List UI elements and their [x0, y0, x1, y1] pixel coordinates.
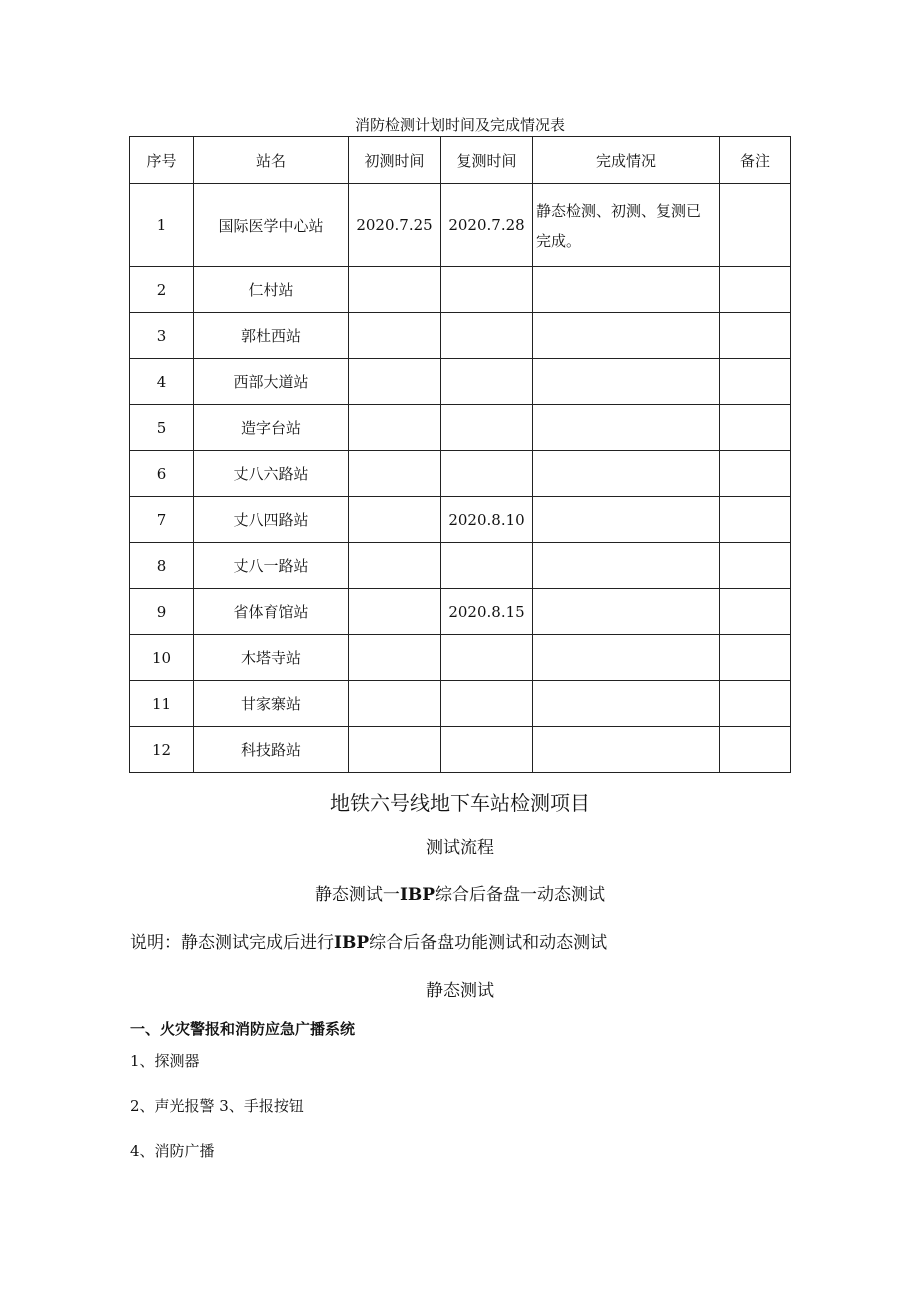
cell-status — [533, 451, 720, 497]
cell-status: 静态检测、初测、复测已完成。 — [533, 184, 720, 267]
cell-station: 丈八六路站 — [194, 451, 349, 497]
test-process-heading: 测试流程 — [426, 838, 494, 858]
cell-station: 郭杜西站 — [194, 313, 349, 359]
cell-retest: 2020.8.10 — [441, 497, 533, 543]
cell-index: 3 — [130, 313, 194, 359]
cell-remarks — [720, 359, 791, 405]
cell-remarks — [720, 405, 791, 451]
table-row — [130, 359, 791, 405]
document-heading: 地铁六号线地下车站检测项目 — [330, 791, 590, 815]
flow-suffix: 综合后备盘一动态测试 — [435, 885, 606, 905]
list-item: 1、探测器 — [130, 1052, 200, 1070]
table-row — [130, 313, 791, 359]
cell-status — [533, 727, 720, 773]
cell-index: 5 — [130, 405, 194, 451]
cell-remarks — [720, 267, 791, 313]
list-item: 4、消防广播 — [130, 1142, 215, 1160]
cell-remarks — [720, 589, 791, 635]
cell-index: 4 — [130, 359, 194, 405]
cell-index: 1 — [130, 184, 194, 267]
cell-retest — [441, 543, 533, 589]
cell-initial-test — [349, 451, 441, 497]
cell-index: 11 — [130, 681, 194, 727]
cell-initial-test — [349, 313, 441, 359]
note-prefix: 说明：静态测试完成后进行 — [130, 933, 334, 953]
cell-station: 甘家寨站 — [194, 681, 349, 727]
note-ibp-label: IBP — [334, 933, 370, 953]
cell-station: 造字台站 — [194, 405, 349, 451]
cell-initial-test — [349, 635, 441, 681]
static-test-heading: 静态测试 — [426, 981, 494, 1001]
cell-remarks — [720, 184, 791, 267]
cell-status — [533, 589, 720, 635]
table-row — [130, 543, 791, 589]
cell-retest — [441, 451, 533, 497]
cell-initial-test — [349, 681, 441, 727]
cell-initial-test — [349, 589, 441, 635]
cell-remarks — [720, 451, 791, 497]
table-row — [130, 727, 791, 773]
header-remarks: 备注 — [720, 137, 791, 184]
cell-retest — [441, 359, 533, 405]
table-header-row — [130, 137, 791, 184]
header-initial-test: 初测时间 — [349, 137, 441, 184]
header-status: 完成情况 — [533, 137, 720, 184]
inspection-schedule-table — [129, 136, 791, 773]
cell-index: 2 — [130, 267, 194, 313]
cell-status — [533, 405, 720, 451]
cell-initial-test — [349, 405, 441, 451]
cell-status — [533, 543, 720, 589]
cell-initial-test — [349, 543, 441, 589]
table-row — [130, 589, 791, 635]
cell-retest — [441, 267, 533, 313]
cell-remarks — [720, 635, 791, 681]
table-row — [130, 267, 791, 313]
table-row — [130, 497, 791, 543]
cell-retest — [441, 727, 533, 773]
cell-index: 12 — [130, 727, 194, 773]
list-item: 2、声光报警 3、手报按钮 — [130, 1097, 304, 1115]
cell-remarks — [720, 681, 791, 727]
note-suffix: 综合后备盘功能测试和动态测试 — [369, 933, 608, 953]
cell-index: 7 — [130, 497, 194, 543]
cell-retest — [441, 405, 533, 451]
cell-station: 科技路站 — [194, 727, 349, 773]
cell-retest: 2020.8.15 — [441, 589, 533, 635]
cell-status — [533, 635, 720, 681]
header-station: 站名 — [194, 137, 349, 184]
cell-station: 西部大道站 — [194, 359, 349, 405]
cell-index: 6 — [130, 451, 194, 497]
cell-status — [533, 497, 720, 543]
cell-station: 木塔寺站 — [194, 635, 349, 681]
cell-station: 丈八一路站 — [194, 543, 349, 589]
header-retest: 复测时间 — [441, 137, 533, 184]
explanation-note — [130, 928, 607, 953]
cell-station: 仁村站 — [194, 267, 349, 313]
section-title: 一、火灾警报和消防应急广播系统 — [130, 1020, 356, 1038]
flow-ibp-label: IBP — [399, 885, 436, 905]
table-caption: 消防检测计划时间及完成情况表 — [354, 116, 565, 134]
cell-status — [533, 313, 720, 359]
cell-initial-test — [349, 497, 441, 543]
table-row — [130, 635, 791, 681]
cell-retest: 2020.7.28 — [441, 184, 533, 267]
cell-remarks — [720, 727, 791, 773]
cell-retest — [441, 313, 533, 359]
test-flow-line — [0, 880, 920, 905]
table-row — [130, 405, 791, 451]
header-index: 序号 — [130, 137, 194, 184]
cell-index: 10 — [130, 635, 194, 681]
cell-status — [533, 681, 720, 727]
cell-station: 国际医学中心站 — [194, 184, 349, 267]
cell-remarks — [720, 313, 791, 359]
cell-station: 省体育馆站 — [194, 589, 349, 635]
cell-status — [533, 359, 720, 405]
cell-retest — [441, 635, 533, 681]
cell-initial-test — [349, 727, 441, 773]
cell-status — [533, 267, 720, 313]
cell-retest — [441, 681, 533, 727]
table-row — [130, 451, 791, 497]
cell-remarks — [720, 497, 791, 543]
cell-remarks — [720, 543, 791, 589]
flow-prefix: 静态测试一 — [314, 885, 400, 905]
cell-station: 丈八四路站 — [194, 497, 349, 543]
cell-initial-test — [349, 267, 441, 313]
cell-initial-test — [349, 359, 441, 405]
cell-initial-test: 2020.7.25 — [349, 184, 441, 267]
cell-index: 8 — [130, 543, 194, 589]
cell-index: 9 — [130, 589, 194, 635]
table-row — [130, 681, 791, 727]
table-row — [130, 184, 791, 267]
